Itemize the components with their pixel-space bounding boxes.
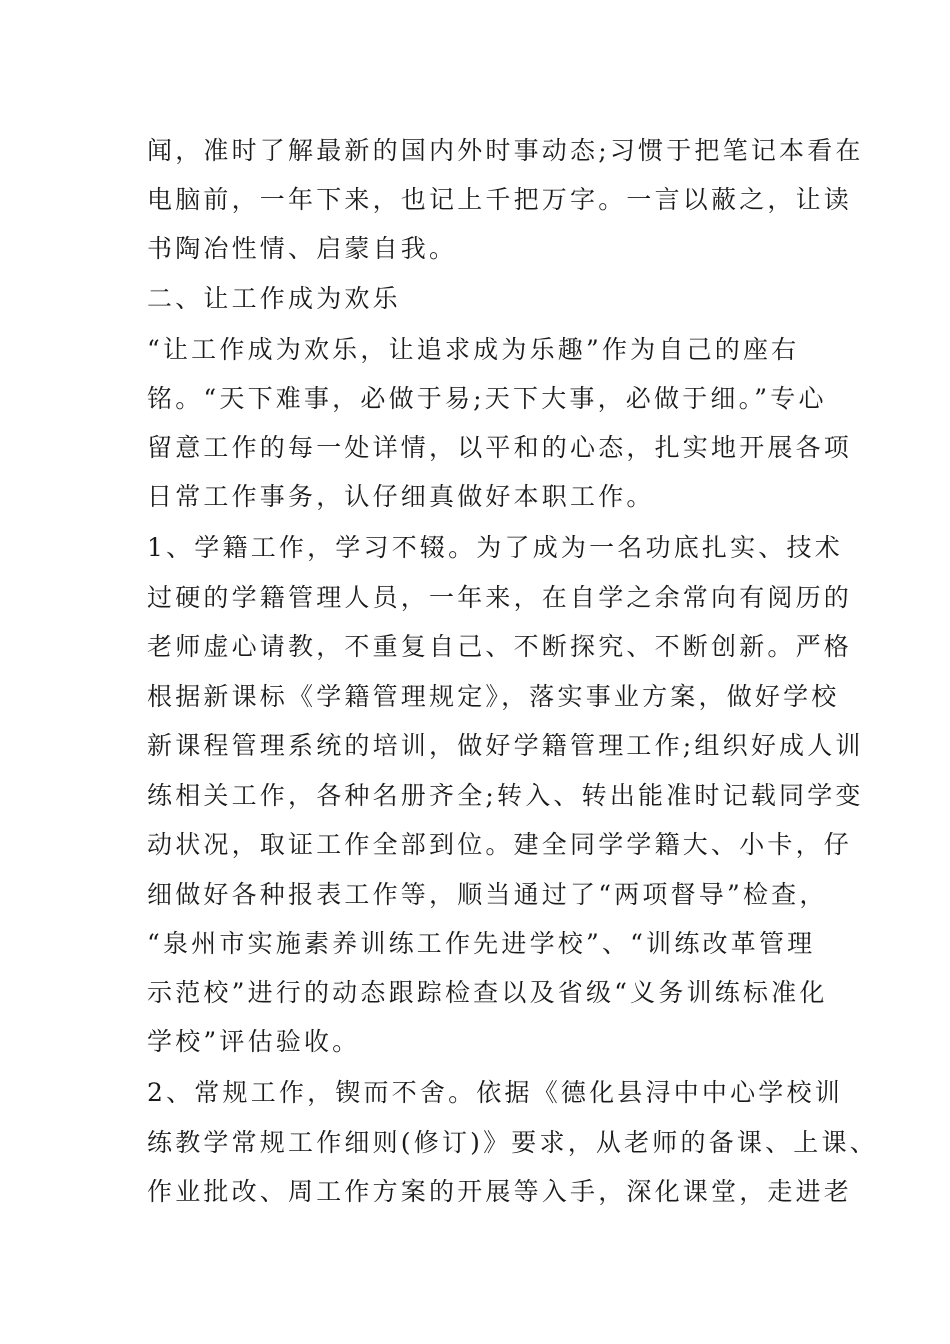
text-line: 闻，准时了解最新的国内外时事动态;习惯于把笔记本看在 — [147, 136, 864, 165]
text-line: 留意工作的每一处详情，以平和的心态，扎实地开展各项 — [147, 433, 853, 462]
text-line: 示范校”进行的动态跟踪检查以及省级“义务训练标准化 — [147, 978, 828, 1007]
section-heading: 二、让工作成为欢乐 — [147, 284, 401, 313]
text-line: 学校”评估验收。 — [147, 1027, 361, 1056]
text-line: 电脑前，一年下来，也记上千把万字。一言以蔽之，让读 — [147, 185, 853, 214]
text-line: 练教学常规工作细则(修订)》要求，从老师的备课、上课、 — [147, 1128, 878, 1157]
text-line: 1、学籍工作，学习不辍。为了成为一名功底扎实、技术 — [147, 533, 843, 562]
text-line: 新课程管理系统的培训，做好学籍管理工作;组织好成人训 — [147, 731, 864, 760]
text-line: 过硬的学籍管理人员，一年来，在自学之余常向有阅历的 — [147, 583, 853, 612]
text-line: 2、常规工作，锲而不舍。依据《德化县浔中中心学校训 — [147, 1078, 843, 1107]
text-line: “泉州市实施素养训练工作先进学校”、“训练改革管理 — [147, 929, 816, 958]
text-line: 练相关工作，各种名册齐全;转入、转出能准时记载同学变 — [147, 781, 864, 810]
text-line: 铭。“天下难事，必做于易;天下大事，必做于细。”专心 — [147, 384, 827, 413]
text-line: 动状况，取证工作全部到位。建全同学学籍大、小卡，仔 — [147, 830, 853, 859]
text-line: 作业批改、周工作方案的开展等入手，深化课堂，走进老 — [147, 1177, 853, 1206]
text-line: 根据新课标《学籍管理规定》，落实事业方案，做好学校 — [147, 682, 840, 711]
text-line: 书陶冶性情、启蒙自我。 — [147, 234, 458, 263]
text-line: 日常工作事务，认仔细真做好本职工作。 — [147, 482, 655, 511]
text-line: “让工作成为欢乐，让追求成为乐趣”作为自己的座右 — [147, 335, 800, 364]
text-line: 细做好各种报表工作等，顺当通过了“两项督导”检查， — [147, 880, 828, 909]
text-line: 老师虚心请教，不重复自己、不断探究、不断创新。严格 — [147, 632, 853, 661]
